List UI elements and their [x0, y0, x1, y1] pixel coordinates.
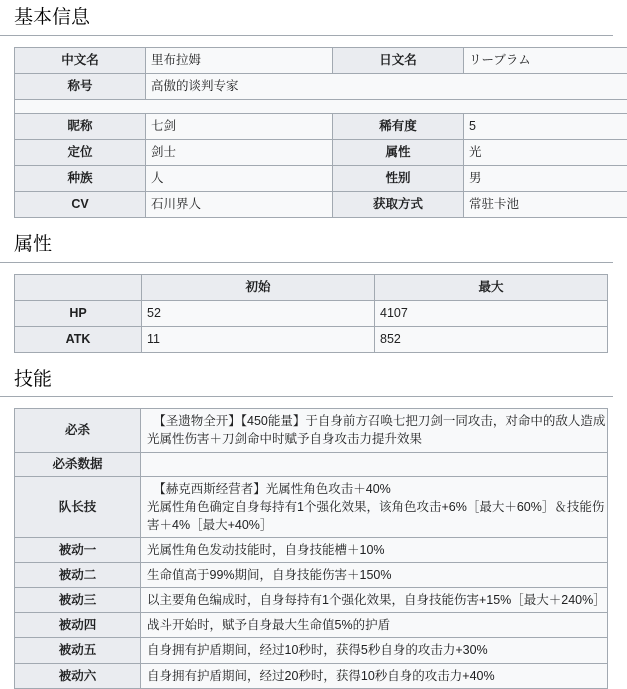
table-row: [15, 47, 627, 73]
skill-description-line: 战斗开始时，赋予自身最大生命值5%的护盾: [147, 616, 601, 634]
skill-description-ultimate: [141, 409, 608, 452]
table-row: [15, 476, 608, 537]
skill-description-line: 光属性角色确定自身每持有1个强化效果，该角色攻击+6%［最大＋60%］＆技能伤: [147, 498, 601, 516]
attributes-row-label-atk: ATK: [15, 326, 142, 352]
basic-info-label-title: 称号: [15, 73, 146, 99]
basic-info-label-nickname: 昵称: [15, 113, 146, 139]
basic-info-table-body: [15, 47, 627, 217]
skill-description-passive-3: [141, 588, 608, 613]
attributes-value-hp-max: 4107: [375, 300, 608, 326]
skill-description-line: 自身拥有护盾期间，经过10秒时，获得5秒自身的攻击力+30%: [147, 641, 601, 659]
table-row: [15, 613, 608, 638]
basic-info-label-chinese-name: 中文名: [15, 47, 146, 73]
section-heading-skills: 技能: [0, 362, 613, 398]
basic-info-value-gender: 男: [464, 165, 627, 191]
table-row-spacer: [15, 99, 627, 113]
skill-label-passive-2: 被动二: [15, 563, 141, 588]
skill-description-passive-6: [141, 663, 608, 688]
section-heading-basic-info: 基本信息: [0, 0, 613, 36]
table-row: [15, 165, 627, 191]
table-row: [15, 638, 608, 663]
skill-description-leader: [141, 476, 608, 537]
table-row: [15, 139, 627, 165]
skill-description-line: 自身拥有护盾期间，经过20秒时，获得10秒自身的攻击力+40%: [147, 667, 601, 685]
attributes-column-header-max: 最大: [375, 274, 608, 300]
basic-info-table: [14, 47, 627, 218]
basic-info-label-race: 种族: [15, 165, 146, 191]
basic-info-value-acquisition: 常驻卡池: [464, 191, 627, 217]
table-row: [15, 300, 608, 326]
basic-info-spacer-cell: [15, 99, 627, 113]
skill-description-line: 生命值高于99%期间，自身技能伤害＋150%: [147, 566, 601, 584]
skill-label-passive-5: 被动五: [15, 638, 141, 663]
table-row: [15, 537, 608, 562]
table-row: [15, 113, 627, 139]
table-row: [15, 73, 627, 99]
table-row: [15, 663, 608, 688]
basic-info-value-role: 剑士: [146, 139, 333, 165]
skills-table-body: [15, 409, 608, 688]
attributes-value-atk-max: 852: [375, 326, 608, 352]
attributes-column-header-blank: [15, 274, 142, 300]
basic-info-value-chinese-name: 里布拉姆: [146, 47, 333, 73]
section-heading-attributes: 属性: [0, 227, 613, 263]
attributes-value-hp-initial: 52: [142, 300, 375, 326]
skill-description-passive-4: [141, 613, 608, 638]
basic-info-label-element: 属性: [333, 139, 464, 165]
basic-info-value-race: 人: [146, 165, 333, 191]
table-row: [15, 563, 608, 588]
attributes-column-header-initial: 初始: [142, 274, 375, 300]
skill-label-passive-6: 被动六: [15, 663, 141, 688]
table-row: [15, 326, 608, 352]
table-row: [15, 409, 608, 452]
basic-info-label-acquisition: 获取方式: [333, 191, 464, 217]
basic-info-value-title: 高傲的谈判专家: [146, 73, 627, 99]
skill-label-leader: 队长技: [15, 476, 141, 537]
basic-info-value-rarity: 5: [464, 113, 627, 139]
skill-description-passive-1: [141, 537, 608, 562]
basic-info-label-japanese-name: 日文名: [333, 47, 464, 73]
skill-label-passive-4: 被动四: [15, 613, 141, 638]
skill-description-ultimate-data: [141, 452, 608, 476]
basic-info-label-cv: CV: [15, 191, 146, 217]
skill-label-passive-3: 被动三: [15, 588, 141, 613]
skill-description-passive-5: [141, 638, 608, 663]
basic-info-label-gender: 性别: [333, 165, 464, 191]
basic-info-value-japanese-name: リーブラム: [464, 47, 627, 73]
basic-info-label-rarity: 稀有度: [333, 113, 464, 139]
skill-label-passive-1: 被动一: [15, 537, 141, 562]
table-row: [15, 191, 627, 217]
skill-description-line: 【赫克西斯经营者】光属性角色攻击＋40%: [147, 480, 601, 498]
table-header-row: [15, 274, 608, 300]
skill-label-ultimate: 必杀: [15, 409, 141, 452]
skills-table: [14, 408, 608, 688]
skill-description-line: 以主要角色编成时，自身每持有1个强化效果，自身技能伤害+15%［最大＋240%］: [147, 591, 601, 609]
skill-description-line: 害＋4%［最大+40%］: [147, 516, 601, 534]
skill-description-line: 光属性角色发动技能时，自身技能槽＋10%: [147, 541, 601, 559]
skill-label-ultimate-data: 必杀数据: [15, 452, 141, 476]
attributes-table-body: [15, 274, 608, 352]
attributes-table: [14, 274, 608, 353]
basic-info-value-element: 光: [464, 139, 627, 165]
basic-info-value-cv: 石川界人: [146, 191, 333, 217]
attributes-row-label-hp: HP: [15, 300, 142, 326]
table-row: [15, 588, 608, 613]
attributes-value-atk-initial: 11: [142, 326, 375, 352]
table-row: [15, 452, 608, 476]
basic-info-label-role: 定位: [15, 139, 146, 165]
basic-info-value-nickname: 七剑: [146, 113, 333, 139]
skill-description-line: 光属性伤害＋刀剑命中时赋予自身攻击力提升效果: [147, 430, 601, 448]
skill-description-passive-2: [141, 563, 608, 588]
skill-description-line: 【圣遗物全开】【450能量】于自身前方召唤七把刀剑一同攻击，对命中的敌人造成: [147, 412, 601, 430]
